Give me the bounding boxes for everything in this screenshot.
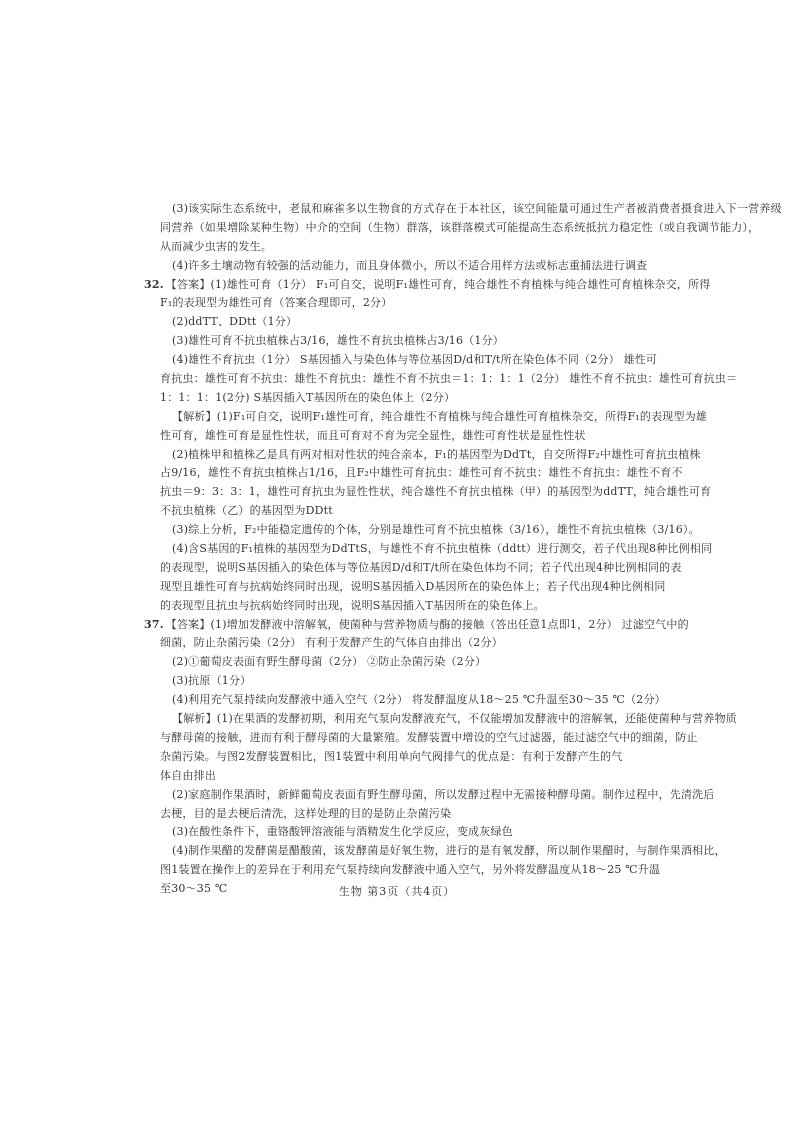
text-line [160, 729, 698, 748]
text-line [160, 767, 630, 786]
line-text: 不抗虫植株（乙）的基因型为DDtt [160, 504, 333, 518]
text-line [160, 370, 738, 389]
line-text: 图1装置在操作上的差异在于利用充气泵持续向发酵液中通入空气，另外将发酵温度从18～25 ℃升温 [160, 863, 661, 877]
line-text: (2)家庭制作果酒时，新鲜葡萄皮表面有野生酵母菌，所以发酵过程中无需接种酵母菌。制作过程中，先清洗后 [172, 787, 715, 801]
text-line [160, 408, 708, 427]
line-text: (4)雄性不育抗虫（1分） S基因插入与染色体与等位基因D/d和T/t所在染色体不同（2分） 雄性可 [172, 353, 658, 367]
question-number: 37. [144, 617, 164, 631]
text-line [160, 446, 701, 465]
line-text: (4)含S基因的F₁植株的基因型为DdTtS，与雄性不育不抗虫植株（ddtt）进行测交，若子代出现8种比例相同 [172, 542, 713, 556]
answer-text-block [144, 200, 782, 899]
text-line [160, 427, 630, 446]
text-line [160, 578, 666, 597]
text-line [160, 351, 658, 370]
text-line [160, 464, 683, 483]
line-text: 1：1：1：1(2分) S基因插入T基因所在的染色体上（2分） [160, 390, 456, 404]
text-line [160, 389, 630, 408]
text-line [160, 861, 661, 880]
text-line [160, 219, 760, 238]
line-text: 【答案】(1)雄性可育（1分） F₁可自交，说明F₁雄性可育，纯合雄性不育植株与纯合雄性可育植株杂交，所得 [165, 277, 711, 291]
line-text: 育抗虫：雄性可育不抗虫：雄性不育抗虫：雄性不育不抗虫＝1：1：1：1（2分） 雄性不育不抗虫：雄性可育抗虫＝ [160, 372, 738, 386]
line-text: (3)该实际生态系统中，老鼠和麻雀多以生物食的方式存在于本社区，该空间能量可通过生产者被消费者摄食进入下一营养级 [172, 202, 782, 215]
line-text: (4)制作果醋的发酵菌是醋酸菌，该发酵菌是好氧生物，进行的是有氧发酵，所以制作果醋时，与制作果酒相比， [172, 844, 726, 858]
line-text: 【解析】(1)F₁可自交，说明F₁雄性可育，纯合雄性不育植株与纯合雄性可育植株杂交，所得F₁的表现型为雄 [172, 409, 708, 423]
line-text: 抗虫＝9：3：3：1，雄性可育抗虫为显性性状，纯合雄性不育抗虫植株（甲）的基因型为ddTT，纯合雄性可育 [160, 485, 712, 499]
line-text: (3)在酸性条件下，重铬酸钾溶液能与酒精发生化学反应，变成灰绿色 [172, 825, 513, 839]
text-line [160, 332, 630, 351]
text-line [160, 653, 630, 672]
text-line [160, 294, 630, 313]
text-line [160, 672, 630, 691]
line-text: 去梗，目的是去梗后清洗，这样处理的目的是防止杂菌污染 [160, 806, 452, 820]
text-line [160, 559, 682, 578]
question-number: 32. [144, 277, 164, 291]
line-text: F₁的表现型为雄性可育（答案合理即可，2分） [160, 296, 393, 310]
line-text: (4)利用充气泵持续向发酵液中通入空气（2分） 将发酵温度从18～25 ℃升温至30～35 ℃（2分） [172, 693, 666, 707]
line-text: (4)许多土壤动物有较强的活动能力，而且身体微小，所以不适合用样方法或标志重捕法进行调查 [172, 258, 648, 272]
text-line [160, 823, 630, 842]
text-line [160, 842, 726, 861]
text-line [160, 597, 630, 616]
line-text: 的表现型且抗虫与抗病始终同时出现，说明S基因插入T基因所在的染色体上。 [160, 598, 545, 612]
text-line [160, 238, 630, 257]
text-line [160, 634, 630, 653]
page-footer: 生物 第3页（共4页） [338, 885, 456, 898]
line-text: (2)ddTT、DDtt（1分） [172, 315, 298, 329]
text-line [160, 691, 666, 710]
line-text: 从而减少虫害的发生。 [160, 239, 272, 253]
text-line [144, 276, 711, 295]
line-text: (2)①葡萄皮表面有野生酵母菌（2分） ②防止杂菌污染（2分） [172, 655, 487, 669]
line-text: 【解析】(1)在果酒的发酵初期，利用充气泵向发酵液充气，不仅能增加发酵液中的溶解氧，还能使菌种与营养物质 [172, 712, 737, 726]
line-text: 性可育，雄性可育是显性性状，而且可育对不育为完全显性，雄性可育性状是显性性状 [160, 428, 586, 442]
text-line [160, 200, 782, 219]
text-line [160, 521, 700, 540]
line-text: (3)抗原（1分） [172, 674, 252, 688]
line-text: 的表现型，说明S基因插入的染色体与等位基因D/d和T/t所在染色体均不同；若子代出现4种比例相同的表 [160, 560, 682, 574]
line-text: 体自由排出 [160, 768, 216, 782]
line-text: (3)雄性可育不抗虫植株占3/16，雄性不育抗虫植株占3/16（1分） [172, 334, 504, 348]
text-line [160, 257, 648, 276]
line-text: 【答案】(1)增加发酵液中溶解氧，使菌种与营养物质与酶的接触（答出任意1点即1，2分） 过滤空气中的 [165, 617, 689, 631]
text-line [160, 748, 630, 767]
text-line [160, 313, 630, 332]
text-line [160, 483, 712, 502]
line-text: 细菌，防止杂菌污染（2分） 有利于发酵产生的气体自由排出（2分） [160, 636, 503, 650]
line-text: 现型且雄性可育与抗病始终同时出现，说明S基因插入D基因所在的染色体上；若子代出现4种比例相同 [160, 579, 666, 593]
text-line [160, 786, 715, 805]
text-line [160, 805, 630, 824]
text-line [144, 616, 689, 635]
text-line [160, 502, 630, 521]
line-text: (2)植株甲和植株乙是具有两对相对性状的纯合亲本，F₁的基因型为DdTt，自交所得F₂中雄性可育抗虫植株 [172, 447, 701, 461]
line-text: 杂菌污染。与图2发酵装置相比，图1装置中利用单向气阀排气的优点是：有利于发酵产生的气 [160, 749, 623, 763]
line-text: 占9/16，雄性不育抗虫植株占1/16，且F₂中雄性可育抗虫：雄性可育不抗虫：雄性不育抗虫：雄性不育不 [160, 466, 683, 480]
text-line [160, 540, 713, 559]
text-line [160, 710, 737, 729]
line-text: 至30～35 ℃ [160, 882, 228, 896]
line-text: 与酵母菌的接触，进而有利于酵母菌的大量繁殖。发酵装置中增设的空气过滤器，能过滤空气中的细菌，防止 [160, 730, 698, 744]
line-text: 同营养（如果增除某种生物）中介的空间（生物）群落，该群落模式可能提高生态系统抵抗力稳定性（或自我调节能力）， [160, 220, 760, 234]
line-text: (3)综上分析，F₂中能稳定遗传的个体，分别是雄性可育不抗虫植株（3/16），雄性不育抗虫植株（3/16）。 [172, 523, 700, 537]
